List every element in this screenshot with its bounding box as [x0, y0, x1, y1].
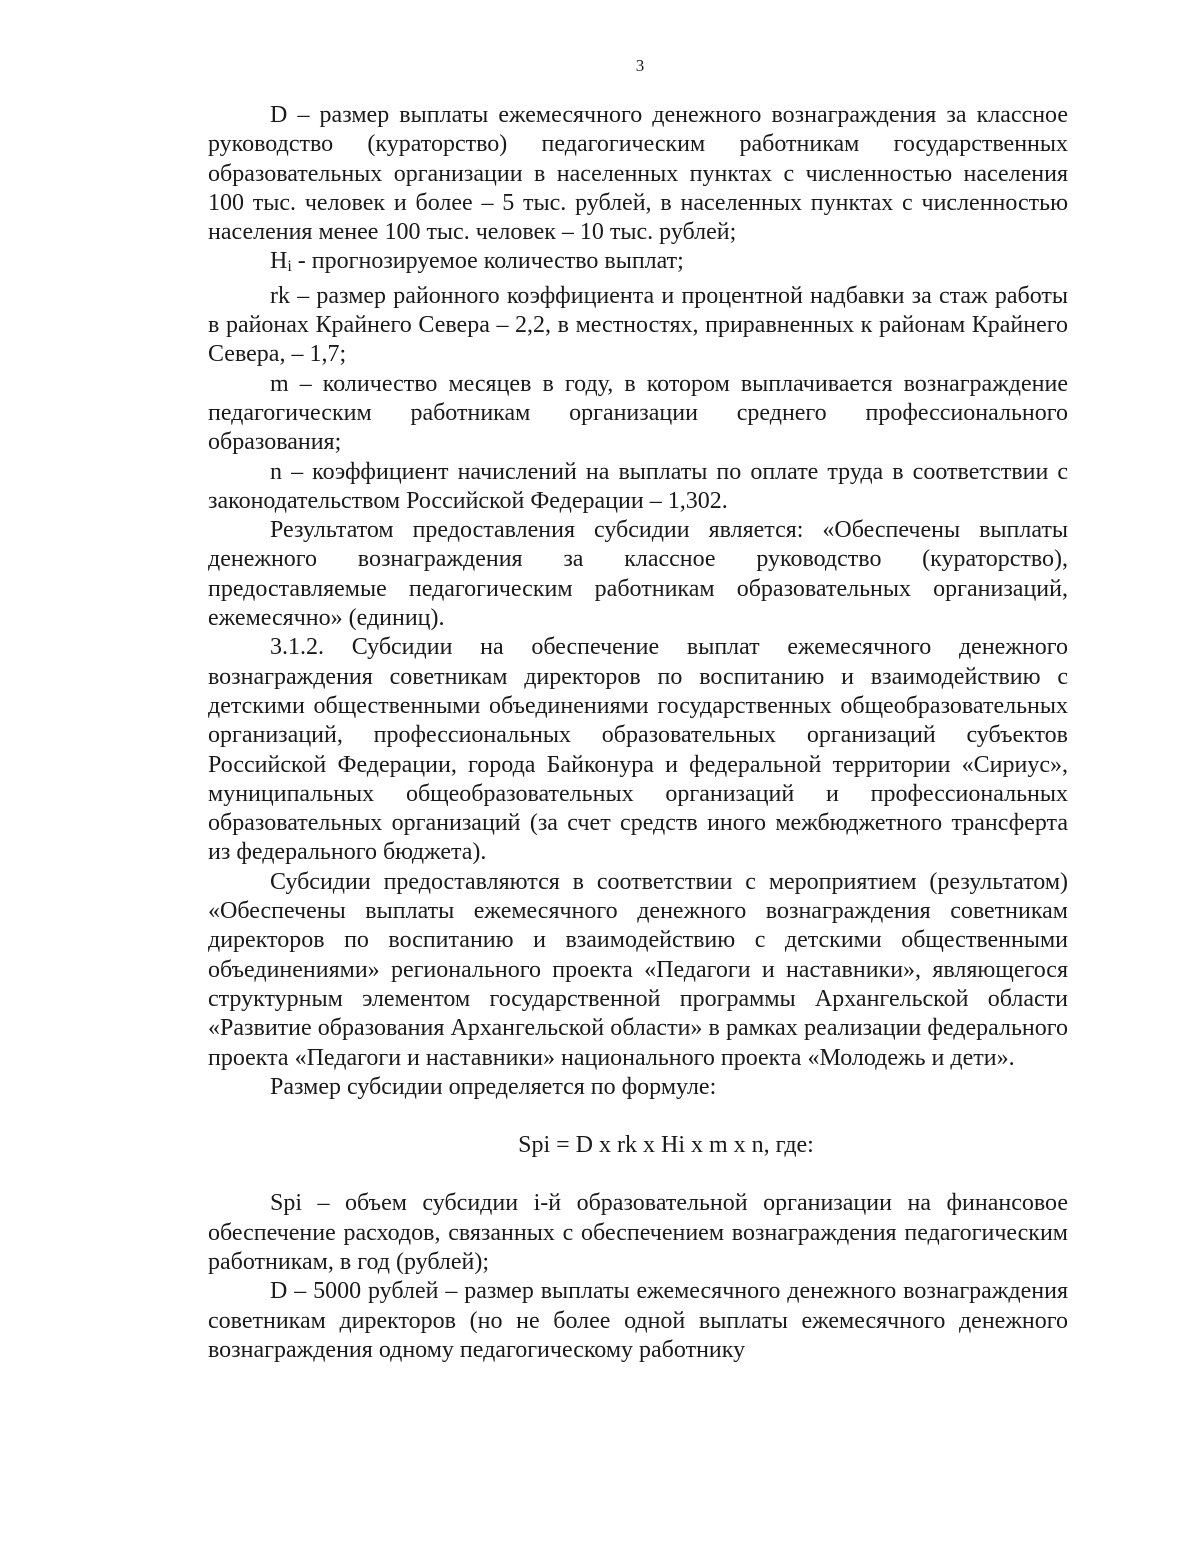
paragraph-subsidy-basis: Субсидии предоставляются в соответствии с мероприятием (результатом) «Обеспечены выплаты ежемесячного денежного вознаграждения советникам директоров по воспитанию и взаимодействию с детскими общественными объединениями» регионального проекта «Педагоги и наставники», являющегося структурным элементом государственной программы Архангельской области «Развитие образования Архангельской области» в рамках реализации федерального проекта «Педагоги и наставники» национального проекта «Молодежь и дети». — [208, 868, 1068, 1071]
paragraph-d-definition: D – размер выплаты ежемесячного денежного вознаграждения за классное руководство (кураторство) педагогическим работникам государственных образовательных организации в населенных пунктах с численностью населения 100 тыс. человек и более – 5 тыс. рублей, в населенных пунктах с численностью населения менее 100 тыс. человек – 10 тыс. рублей; — [208, 102, 1068, 246]
paragraph-formula-intro: Размер субсидии определяется по формуле: — [270, 1073, 717, 1100]
paragraph-n-definition: n – коэффициент начислений на выплаты по оплате труда в соответствии с законодательством Российской Федерации – 1,302. — [208, 458, 1068, 514]
page-number: 3 — [635, 56, 645, 75]
paragraph-result: Результатом предоставления субсидии является: «Обеспечены выплаты денежного вознаграждения за классное руководство (кураторство), предоставляемые педагогическим работникам образовательных организаций, ежемесячно» (единиц). — [208, 517, 1068, 632]
formula: Spi = D x rk x Hi x m x n, где: — [518, 1132, 814, 1159]
paragraph-hi-definition — [208, 247, 1068, 281]
variable-h: H — [270, 248, 288, 275]
paragraph-m-definition: m – количество месяцев в году, в котором выплачивается вознаграждение педагогическим работникам организации среднего профессионального образования; — [208, 370, 1068, 456]
paragraph-section-3-1-2: 3.1.2. Субсидии на обеспечение выплат ежемесячного денежного вознаграждения советникам директоров по воспитанию и взаимодействию с детскими общественными объединениями государственных общеобразовательных организаций, профессиональных образовательных организаций субъектов Российской Федерации, города Байконура и федеральной территории «Сириус», муниципальных общеобразовательных организаций и профессиональных образовательных организаций (за счет средств иного межбюджетного трансферта из федерального бюджета). — [208, 634, 1068, 866]
paragraph-hi-text: - прогнозируемое количество выплат; — [291, 248, 684, 275]
variable-subscript-i: i — [287, 258, 292, 276]
paragraph-d-amount: D – 5000 рублей – размер выплаты ежемесячного денежного вознаграждения советникам директоров (но не более одной выплаты ежемесячного денежного вознаграждения одному педагогическому работнику — [208, 1278, 1068, 1363]
paragraph-spi-definition: Spi – объем субсидии i-й образовательной организации на финансовое обеспечение расходов, связанных с обеспечением вознаграждения педагогическим работникам, в год (рублей); — [208, 1190, 1068, 1275]
paragraph-rk-definition: rk – размер районного коэффициента и процентной надбавки за стаж работы в районах Крайнего Севера – 2,2, в местностях, приравненных к районам Крайнего Севера, – 1,7; — [208, 282, 1068, 368]
document-body — [208, 101, 1068, 1365]
